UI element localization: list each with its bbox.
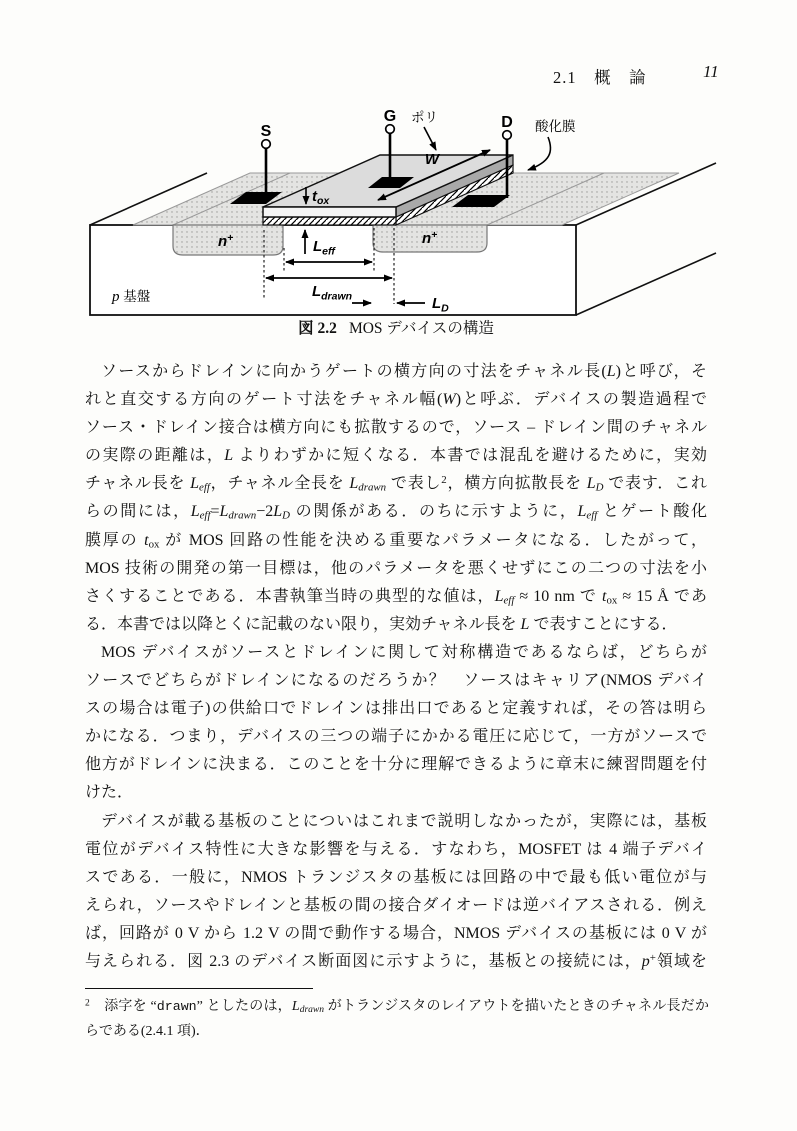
oxide-label: 酸化膜 xyxy=(535,119,576,134)
footnote xyxy=(85,994,709,1044)
body-line: スの場合は電子)の供給口でドレインは排出口であると定義すれば，その答は明ら xyxy=(85,700,707,718)
gate-label: G xyxy=(383,108,397,125)
body-line: 他方がドレインに決まる．このことを十分に理解できるように章末に練習問題を付 xyxy=(85,756,707,774)
figure-caption xyxy=(85,316,707,338)
body-line: スである．一般に，NMOS トランジスタの基板には回路の中で最も低い電位が与 xyxy=(85,868,707,886)
body-line: けた． xyxy=(85,784,134,802)
body-line: MOS 技術の開発の第一目標は，他のパラメータを悪くせずにこの二つの寸法を小 xyxy=(85,559,707,577)
body-line: チャネル長を Leff，チャネル全長を Ldrawn で表し$^2$，横方向拡散長を LD で表す．これ xyxy=(85,474,707,494)
body-line: れと直交する方向のゲート寸法をチャネル幅(W)と呼ぶ．デバイスの製造過程で xyxy=(85,391,707,409)
oxide-arrow xyxy=(528,137,551,170)
ldrawn-label: $L_{drawn}$ xyxy=(311,283,353,303)
body-line: 与えられる．図 2.3 のデバイス断面図に示すように，基板との接続には，p+領域を xyxy=(85,952,707,970)
body-line: MOS デバイスがソースとドレインに関して対称構造であるならば，どちらが xyxy=(101,643,707,661)
gate-oxide-front xyxy=(263,217,396,225)
ld-label: $L_D$ xyxy=(432,295,449,315)
tox-label: $t_{ox}$ xyxy=(312,188,330,207)
body-line: る．本書では以降とくに記載のない限り，実効チャネル長を L で表すことにする． xyxy=(85,615,678,633)
body-line: デバイスが載る基板のことについはこれまで説明しなかったが，実際には，基板 xyxy=(101,812,707,830)
running-head xyxy=(0,64,797,88)
body-text xyxy=(85,358,707,976)
gate-terminal-node xyxy=(386,125,395,134)
poly-arrow xyxy=(424,127,436,150)
body-line: えられ，ソースやドレインと基板の間の接合ダイオードは逆バイアスされる．例え xyxy=(85,896,707,914)
figure-caption-text: MOS デバイスの構造 xyxy=(348,320,494,337)
source-terminal-node xyxy=(262,140,271,149)
body-line: かになる．つまり，デバイスの三つの端子にかかる電圧に応じて，一方がソースで xyxy=(85,728,707,746)
body-line: らの間には，Leff=Ldrawn−2LD の関係がある．のちに示すように，Leff とゲート酸化 xyxy=(85,503,707,522)
drain-label: D xyxy=(501,114,513,131)
body-line: さくすることである．本書執筆当時の典型的な値は，Leff ≈ 10 nm で tox ≈ 15 Å であ xyxy=(85,587,707,607)
footnote-line: $^2$ 添字を “drawn” としたのは，Ldrawn がトランジスタのレイアウトを描いたときのチャネル長だか xyxy=(85,998,709,1016)
section-title: 2.1 概 論 xyxy=(553,68,647,87)
body-line: 電位がデバイス特性に大きな影響を与える．すなわち，MOSFET は 4 端子デバイ xyxy=(85,840,707,858)
footnote-separator xyxy=(85,988,313,989)
poly-label: ポリ xyxy=(411,110,438,125)
body-line: ソースからドレインに向かうゲートの横方向の寸法をチャネル長(L)と呼び，そ xyxy=(101,363,707,380)
poly-gate-front xyxy=(263,207,396,217)
width-label: W xyxy=(424,151,440,168)
page-number: 11 xyxy=(703,62,719,81)
body-line: の実際の距離は，L よりわずかに短くなる．本書では混乱を避けるために，実効 xyxy=(85,447,707,465)
substrate-right-bottom-edge xyxy=(576,253,716,315)
source-label: S xyxy=(260,123,272,140)
leff-label: $L_{eff}$ xyxy=(313,238,335,258)
figure-caption-number: 図 2.2 xyxy=(298,320,337,337)
drain-terminal-node xyxy=(503,131,512,140)
mos-device-diagram xyxy=(80,100,720,320)
substrate-label: p 基盤 xyxy=(112,289,151,305)
body-line: ソースでどちらがドレインになるのだろうか？ ソースはキャリア(NMOS デバイ xyxy=(85,672,707,690)
n-plus-label-left: n+ xyxy=(218,232,234,250)
n-plus-label-right: n+ xyxy=(422,229,438,247)
body-line: 膜厚の tox が MOS 回路の性能を決める重要なパラメータになる．したがって， xyxy=(85,531,707,550)
footnote-line: らである(2.4.1 項)． xyxy=(85,1024,210,1039)
body-line: ば，回路が 0 V から 1.2 V の間で動作する場合，NMOS デバイスの基板には 0 V が xyxy=(85,924,707,942)
figure-mos-structure xyxy=(80,100,720,320)
body-line: ソース・ドレイン接合は横方向にも拡散するので，ソース – ドレイン間のチャネル xyxy=(85,419,707,437)
